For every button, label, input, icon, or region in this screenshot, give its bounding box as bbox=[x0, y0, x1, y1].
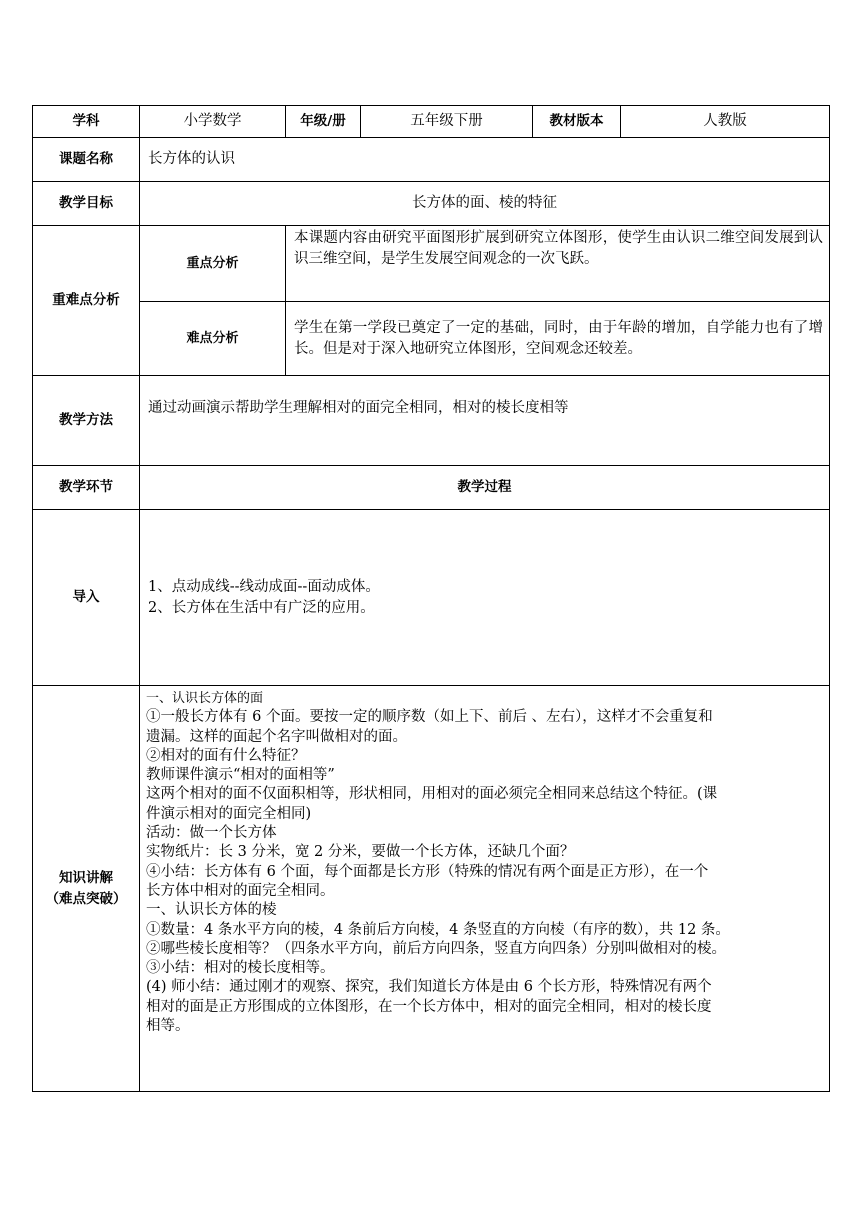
subject-value: 小学数学 bbox=[140, 106, 286, 138]
subject-label: 学科 bbox=[33, 106, 140, 138]
topic-label: 课题名称 bbox=[33, 138, 140, 182]
topic-value: 长方体的认识 bbox=[140, 138, 830, 182]
analysis-label: 重难点分析 bbox=[33, 226, 140, 376]
knowledge-label-line1: 知识讲解 bbox=[59, 869, 113, 886]
intro-row bbox=[33, 510, 830, 686]
knowledge-line: (4) 师小结：通过刚才的观察、探究，我们知道长方体是由 6 个长方形，特殊情况有两个 bbox=[146, 979, 712, 996]
method-value: 通过动画演示帮助学生理解相对的面完全相同，相对的棱长度相等 bbox=[140, 376, 830, 466]
method-label: 教学方法 bbox=[33, 376, 140, 466]
key-analysis-label: 重点分析 bbox=[140, 226, 286, 302]
goal-label: 教学目标 bbox=[33, 182, 140, 226]
knowledge-line: 相对的面是正方形围成的立体图形，在一个长方体中，相对的面完全相同，相对的棱长度 bbox=[146, 998, 712, 1015]
intro-label: 导入 bbox=[33, 510, 140, 686]
knowledge-line: 一、认识长方体的棱 bbox=[146, 902, 277, 919]
difficulty-analysis-text: 学生在第一学段已奠定了一定的基础，同时，由于年龄的增加，自学能力也有了增长。但是对于深入地研究立体图形，空间观念还较差。 bbox=[286, 302, 830, 376]
lesson-plan-table bbox=[32, 105, 830, 1092]
knowledge-line: 实物纸片：长 3 分米，宽 2 分米，要做一个长方体，还缺几个面？ bbox=[146, 844, 575, 861]
grade-value: 五年级下册 bbox=[361, 106, 533, 138]
edition-label: 教材版本 bbox=[533, 106, 621, 138]
knowledge-line: 一、认识长方体的面 bbox=[146, 691, 264, 706]
difficulty-analysis-label: 难点分析 bbox=[140, 302, 286, 376]
knowledge-line: 件演示相对的面完全相同) bbox=[146, 805, 312, 822]
knowledge-line: ③小结：相对的棱长度相等。 bbox=[146, 960, 335, 977]
intro-line: 2、长方体在生活中有广泛的应用。 bbox=[148, 599, 375, 616]
process-header-row bbox=[33, 466, 830, 510]
knowledge-line: 活动：做一个长方体 bbox=[146, 825, 277, 842]
process-header-value: 教学过程 bbox=[140, 466, 830, 510]
grade-label: 年级/册 bbox=[286, 106, 361, 138]
lesson-plan-sheet bbox=[32, 105, 829, 1092]
knowledge-line: ①一般长方体有 6 个面。要按一定的顺序数（如上下、前后 、左右），这样才不会重复和 bbox=[146, 709, 713, 726]
key-analysis-row bbox=[33, 226, 830, 302]
goal-value: 长方体的面、棱的特征 bbox=[140, 182, 830, 226]
knowledge-label-line2: （难点突破） bbox=[45, 890, 127, 907]
knowledge-line: ①数量：4 条水平方向的棱，4 条前后方向棱，4 条竖直的方向棱（有序的数），共 12 条。 bbox=[146, 921, 730, 938]
knowledge-line: 这两个相对的面不仅面积相等，形状相同，用相对的面必须完全相同来总结这个特征。(课 bbox=[146, 786, 718, 803]
knowledge-line: 长方体中相对的面完全相同。 bbox=[146, 882, 335, 899]
knowledge-row bbox=[33, 686, 830, 1092]
goal-row bbox=[33, 182, 830, 226]
knowledge-label bbox=[33, 686, 140, 1092]
edition-value: 人教版 bbox=[621, 106, 830, 138]
intro-line: 1、点动成线--线动成面--面动成体。 bbox=[148, 578, 380, 595]
topic-row bbox=[33, 138, 830, 182]
header-row bbox=[33, 106, 830, 138]
knowledge-line: ②相对的面有什么特征？ bbox=[146, 747, 306, 764]
knowledge-line: 教师课件演示“相对的面相等” bbox=[146, 767, 335, 784]
knowledge-content bbox=[140, 686, 830, 1092]
knowledge-line: ②哪些棱长度相等？（四条水平方向，前后方向四条，竖直方向四条）分别叫做相对的棱。 bbox=[146, 940, 726, 957]
knowledge-line: 相等。 bbox=[146, 1018, 190, 1035]
knowledge-line: 遗漏。这样的面起个名字叫做相对的面。 bbox=[146, 728, 407, 745]
knowledge-line: ④小结：长方体有 6 个面，每个面都是长方形（特殊的情况有两个面是正方形），在一个 bbox=[146, 863, 709, 880]
key-analysis-text: 本课题内容由研究平面图形扩展到研究立体图形，使学生由认识二维空间发展到认识三维空间，是学生发展空间观念的一次飞跃。 bbox=[286, 226, 830, 302]
method-row bbox=[33, 376, 830, 466]
intro-content bbox=[140, 510, 830, 686]
difficulty-analysis-row bbox=[33, 302, 830, 376]
process-stage-label: 教学环节 bbox=[33, 466, 140, 510]
